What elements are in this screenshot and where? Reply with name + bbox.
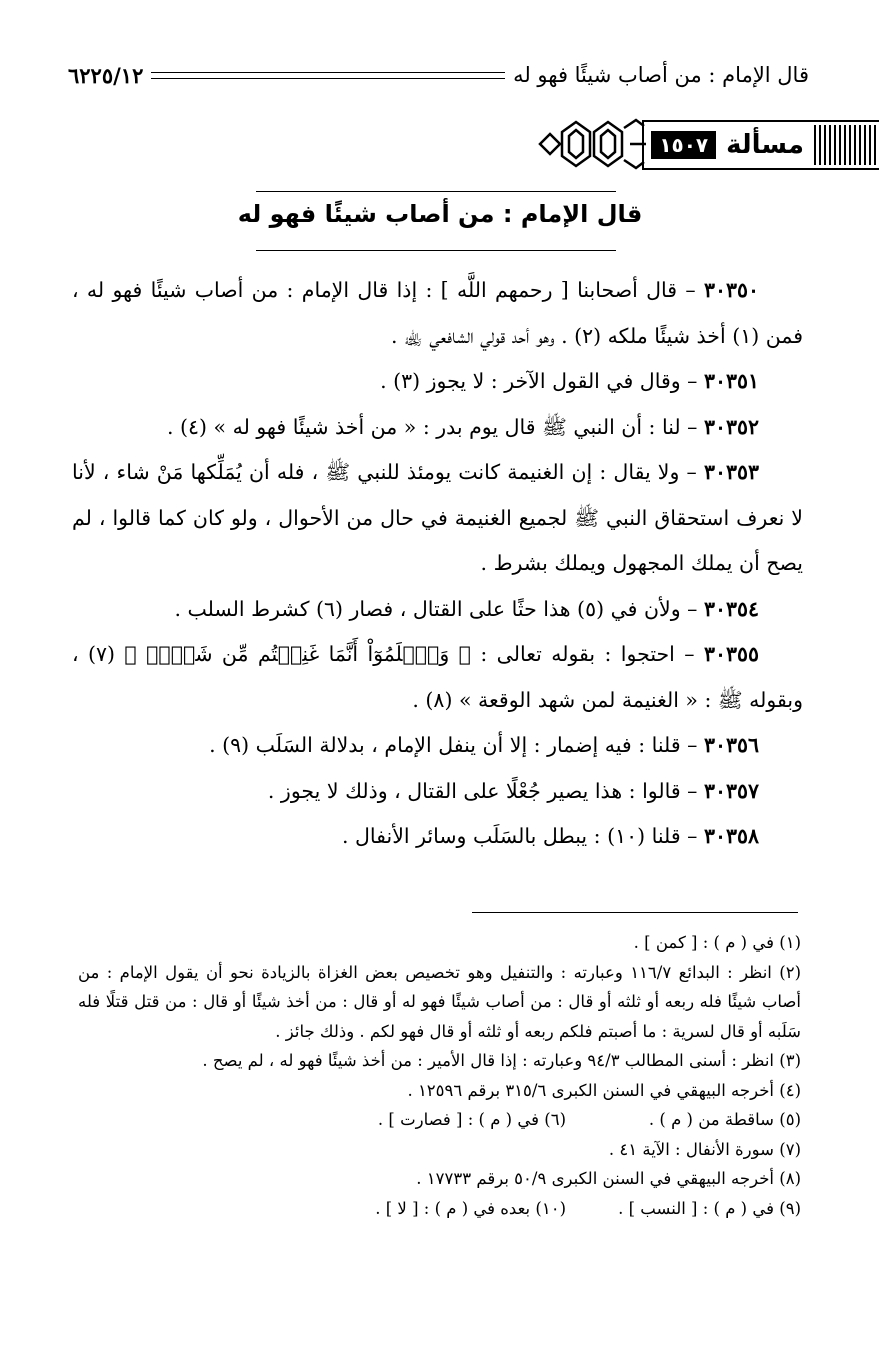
paragraph-number: ٣٠٣٥٣ <box>703 460 759 484</box>
footnote: (٦) في ( م ) : [ فصارت ] . <box>377 1110 566 1129</box>
paragraph-text: – وقال في القول الآخر : لا يجوز (٣) . <box>380 369 704 393</box>
paragraph-text: – لنا : أن النبي ﷺ قال يوم بدر : « من أخذ شيئًا فهو له » (٤) . <box>166 414 704 439</box>
paragraph-text: – قلنا (١٠) : يبطل بالسَلَب وسائر الأنفال . <box>341 824 704 848</box>
footnote: (٤) أخرجه البيهقي في السنن الكبرى ٣١٥/٦ برقم ١٢٥٩٦ . <box>407 1080 801 1100</box>
paragraph <box>72 268 803 359</box>
paragraph-number: ٣٠٣٥٨ <box>703 824 759 848</box>
paragraph <box>72 587 803 633</box>
footnote: (٨) أخرجه البيهقي في السنن الكبرى ٥٠/٩ برقم ١٧٧٣٣ . <box>416 1169 801 1188</box>
paragraph-number: ٣٠٣٥٦ <box>703 733 759 757</box>
paragraph-text: – قال أصحابنا [ رحمهم اللَّه ] : إذا قال الإمام : من أصاب شيئًا فهو له ، فمن (١) أخذ شيئًا ملكه (٢) . وهو أحد قولي الشافعي ﵀ . <box>72 278 803 348</box>
footnote-row <box>78 1105 801 1135</box>
footnote: (١٠) بعده في ( م ) : [ لا ] . <box>375 1198 566 1218</box>
footnote: (١) في ( م ) : [ كمن ] . <box>633 933 801 952</box>
paragraph <box>72 405 803 451</box>
footnote: (٧) سورة الأنفال : الآية ٤١ . <box>608 1139 801 1159</box>
paragraph <box>72 769 803 815</box>
paragraph <box>72 814 803 860</box>
footnotes <box>78 928 801 1223</box>
title-top-rule <box>256 191 616 192</box>
paragraph-text: – ولأن في (٥) هذا حثًا على القتال ، فصار (٦) كشرط السلب . <box>174 596 704 621</box>
main-text <box>72 268 803 860</box>
footnote: (٣) انظر : أسنى المطالب ٩٤/٣ وعبارته : إذا قال الأمير : من أخذ شيئًا فهو له ، لم يصح . <box>202 1051 801 1070</box>
striped-bars-decoration <box>814 125 876 165</box>
masala-number: ١٥٠٧ <box>651 131 716 159</box>
paragraph-text: – قلنا : فيه إضمار : إلا أن ينفل الإمام ، بدلالة السَلَب (٩) . <box>209 733 704 757</box>
footnote-row <box>78 1194 801 1224</box>
paragraph-number: ٣٠٣٥٠ <box>703 278 759 302</box>
running-header <box>68 58 809 92</box>
section-title: قال الإمام : من أصاب شيئًا فهو له <box>237 200 643 228</box>
masala-label: مسألة <box>726 130 804 160</box>
paragraph-text: – ولا يقال : إن الغنيمة كانت يومئذ للنبي ﷺ ، فله أن يُمَلِّكها مَنْ شاء ، لأنا لا نعرف استحقاق النبي ﷺ لجميع الغنيمة في حال من الأحوال ، ولو كان كما قالوا ، لم يصح أن يملك المجهول ويملك بشرط . <box>72 460 803 575</box>
paragraph <box>72 632 803 723</box>
paragraph-number: ٣٠٣٥١ <box>703 369 759 393</box>
paragraph-number: ٣٠٣٥٤ <box>703 596 759 621</box>
running-title: قال الإمام : من أصاب شيئًا فهو له <box>513 63 809 87</box>
footnote: (٥) ساقطة من ( م ) . <box>648 1110 801 1129</box>
title-bottom-rule <box>256 250 616 251</box>
paragraph-text: – قالوا : هذا يصير جُعْلًا على القتال ، وذلك لا يجوز . <box>267 778 704 803</box>
footnote-rule <box>472 912 798 913</box>
header-rule <box>151 72 505 79</box>
paragraph-text: – احتجوا : بقوله تعالى : ﴿ وَٱعۡلَمُوٓاْ أَنَّمَا غَنِمۡتُم مِّن شَيۡءٖ ﴾ (٧) ، وبقوله ﷺ : « الغنيمة لمن شهد الوقعة » (٨) . <box>72 642 803 712</box>
paragraph <box>72 723 803 769</box>
paragraph-number: ٣٠٣٥٥ <box>703 642 759 666</box>
page-reference: ٦٢٢٥/١٢ <box>68 62 144 88</box>
paragraph-number: ٣٠٣٥٧ <box>703 778 759 803</box>
paragraph-number: ٣٠٣٥٢ <box>703 414 759 439</box>
footnote: (٩) في ( م ) : [ النسب ] . <box>618 1198 801 1218</box>
masala-box <box>642 120 879 170</box>
masala-banner <box>536 118 879 170</box>
paragraph <box>72 359 803 405</box>
ornament-icon <box>536 118 648 170</box>
paragraph <box>72 450 803 587</box>
footnote: (٢) انظر : البدائع ١١٦/٧ وعبارته : والتنفيل وهو تخصيص بعض الغزاة بالزيادة نحو أن يقول الإمام : من أصاب شيئًا فله ربعه أو ثلثه أو قال : من أصاب شيئًا فهو له أو قال : من أخذ شيئًا أو قال : من قتل قتلًا فله سَلَبه أو قال لسرية : ما أصبتم فلكم ربعه أو ثلثه أو قال فهو لكم . وذلك جائز . <box>78 962 801 1041</box>
